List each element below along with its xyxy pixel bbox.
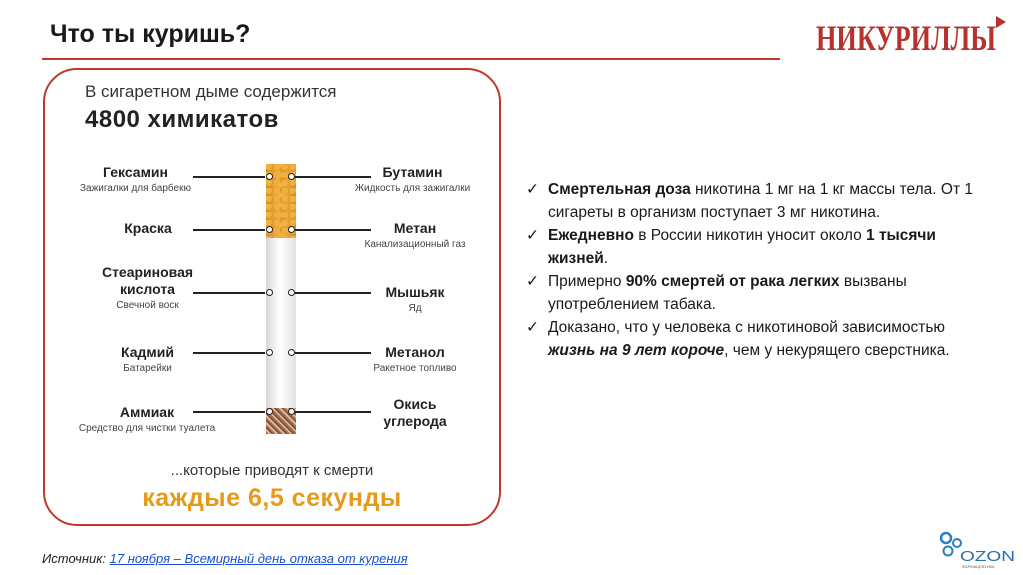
fact-bold: Смертельная доза xyxy=(548,181,691,198)
fact-bold: 90% смертей от рака легких xyxy=(625,273,840,290)
chemical-name: Аммиак xyxy=(119,404,175,420)
chemical-name: Окись углерода xyxy=(383,396,447,429)
chemical-desc: Зажигалки для барбекю xyxy=(80,183,191,194)
fact-text: в России никотин уносит около xyxy=(633,227,867,244)
ozon-text: OZON xyxy=(960,548,1015,565)
fact-text: , чем у некурящего сверстника. xyxy=(724,342,950,359)
chemical-desc: Батарейки xyxy=(123,363,172,374)
chemical-desc: Канализационный газ xyxy=(364,239,466,250)
connector-line xyxy=(193,411,265,413)
connector-dot xyxy=(266,349,273,356)
checkmark-icon: ✓ xyxy=(526,319,539,336)
infographic-outro: ...которые приводят к смерти xyxy=(170,462,374,479)
chemical-name: Краска xyxy=(124,220,172,236)
checkmark-icon: ✓ xyxy=(526,273,539,290)
cigarette-illustration xyxy=(266,164,296,434)
connector-dot xyxy=(266,226,273,233)
connector-dot xyxy=(288,173,295,180)
chemical-right-3 xyxy=(365,284,465,314)
infographic-card xyxy=(43,68,501,526)
connector-line xyxy=(295,292,371,294)
chemical-left-2 xyxy=(93,220,203,237)
infographic-outro-big: каждые 6,5 секунды xyxy=(142,484,402,512)
fact-text: никотина 1 мг на 1 кг массы тела. От 1 сигареты в организм поступает 3 мг никотина. xyxy=(548,181,974,221)
chemical-desc: Яд xyxy=(408,303,422,314)
infographic-headline: 4800 химикатов xyxy=(85,106,279,133)
connector-line xyxy=(193,176,265,178)
fact-bold: Ежедневно xyxy=(548,227,634,244)
title-underline xyxy=(42,58,780,60)
chemical-name: Бутамин xyxy=(382,164,443,180)
logo-text: НИКУРИЛЛЫ xyxy=(816,18,996,58)
connector-dot xyxy=(288,289,295,296)
chemical-right-4 xyxy=(355,344,475,374)
fact-text: вызваны употреблением табака. xyxy=(548,273,907,313)
nikurilly-logo xyxy=(812,12,1012,58)
chemical-name: Гексамин xyxy=(103,164,168,180)
chemical-name: Метанол xyxy=(385,344,445,360)
connector-dot xyxy=(288,226,295,233)
source-label: Источник: xyxy=(42,551,106,566)
chemical-name: Стеариновая кислота xyxy=(101,264,194,297)
fact-text: . xyxy=(603,250,609,267)
source-line xyxy=(42,551,408,566)
page-title: Что ты куришь? xyxy=(50,20,251,48)
connector-dot xyxy=(266,289,273,296)
checkmark-icon: ✓ xyxy=(526,227,539,244)
connector-dot xyxy=(288,349,295,356)
connector-line xyxy=(193,229,265,231)
chemical-name: Мышьяк xyxy=(385,284,445,300)
facts-list xyxy=(526,178,996,362)
connector-dot xyxy=(266,408,273,415)
chemical-left-1 xyxy=(63,164,208,194)
fact-text: Примерно xyxy=(548,273,626,290)
infographic-intro: В сигаретном дыме содержится xyxy=(85,82,337,101)
fact-text: Доказано, что у человека с никотиновой зависимостью xyxy=(548,319,946,336)
chemical-right-5 xyxy=(365,396,465,430)
checkmark-icon: ✓ xyxy=(526,181,539,198)
chemical-left-3 xyxy=(85,264,210,311)
connector-line xyxy=(295,176,371,178)
chemical-desc: Жидкость для зажигалки xyxy=(354,183,471,194)
connector-line xyxy=(193,292,265,294)
fact-item xyxy=(526,224,996,270)
connector-dot xyxy=(288,408,295,415)
fact-item xyxy=(526,178,996,224)
chemical-left-4 xyxy=(90,344,205,374)
chemical-right-1 xyxy=(340,164,485,194)
fact-item xyxy=(526,270,996,316)
chemical-desc: Ракетное топливо xyxy=(373,363,457,374)
chemical-name: Метан xyxy=(393,220,437,236)
connector-line xyxy=(295,352,371,354)
ozon-logo xyxy=(938,530,1018,570)
connector-line xyxy=(193,352,265,354)
chemical-desc: Средство для чистки туалета xyxy=(78,423,216,434)
fact-bold: 1 тысячи жизней xyxy=(548,227,936,267)
chemical-desc: Свечной воск xyxy=(116,300,179,311)
cigarette-paper xyxy=(266,238,296,408)
fact-bold-italic: жизнь на 9 лет короче xyxy=(548,342,725,359)
connector-dot xyxy=(266,173,273,180)
source-link[interactable]: 17 ноября – Всемирный день отказа от курения xyxy=(109,551,408,566)
chemical-right-2 xyxy=(350,220,480,250)
chemical-left-5 xyxy=(67,404,227,434)
chemical-name: Кадмий xyxy=(121,344,174,360)
ozon-sub: ФАРМАЦЕВТИКА xyxy=(962,564,995,569)
connector-line xyxy=(295,411,371,413)
fact-item xyxy=(526,316,996,362)
connector-line xyxy=(295,229,371,231)
